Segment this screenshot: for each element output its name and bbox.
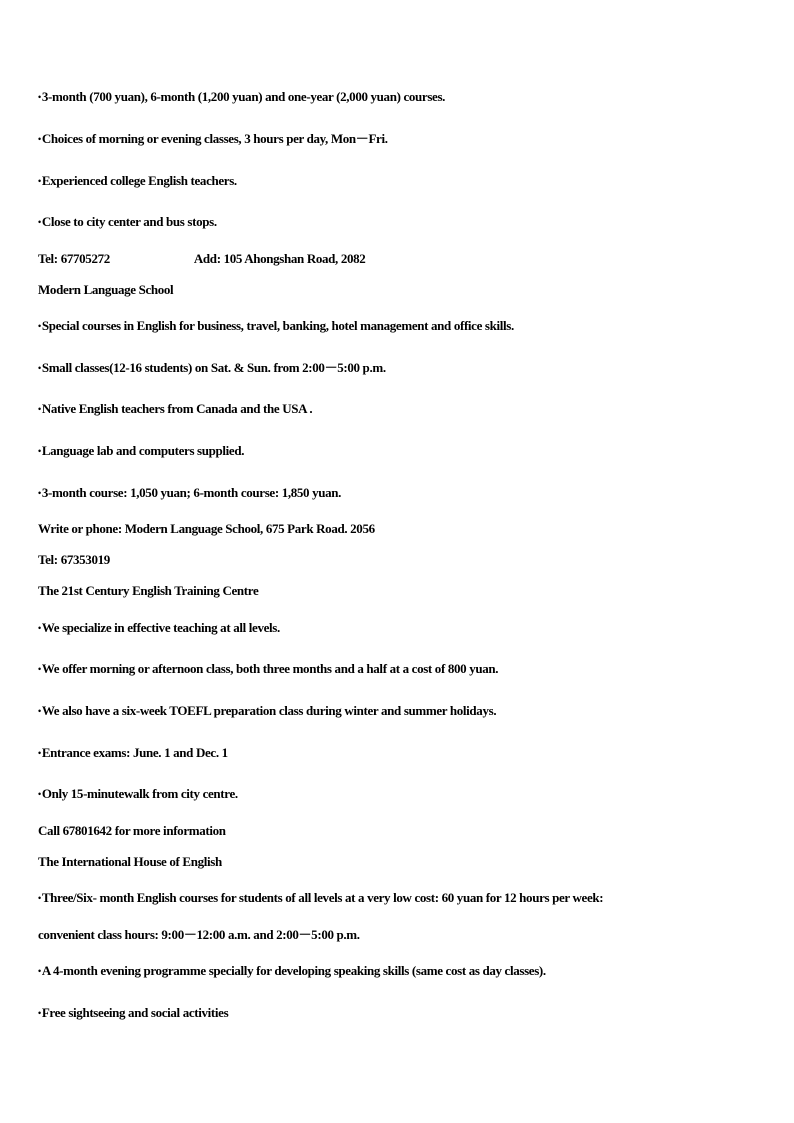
list-item: •Entrance exams: June. 1 and Dec. 1 [38, 745, 228, 760]
ad-title: Modern Language School [38, 282, 174, 297]
bullet-icon: • [38, 623, 41, 633]
list-item: •Special courses in English for business, travel, banking, hotel management and office skills. [38, 318, 514, 333]
bullet-icon: • [38, 404, 41, 414]
list-item: •We specialize in effective teaching at all levels. [38, 620, 280, 635]
bullet-icon: • [38, 176, 41, 186]
bullet-icon: • [38, 789, 41, 799]
bullet-icon: • [38, 134, 41, 144]
list-item: •Three/Six- month English courses for students of all levels at a very low cost: 60 yuan for 12 hours per week: [38, 890, 604, 905]
bullet-icon: • [38, 893, 41, 903]
list-item: •We also have a six-week TOEFL preparation class during winter and summer holidays. [38, 703, 497, 718]
bullet-icon: • [38, 966, 41, 976]
list-item-continuation: convenient class hours: 9:00－12:00 a.m. and 2:00－5:00 p.m. [38, 927, 360, 942]
tel-text: Tel: 67353019 [38, 552, 110, 567]
list-item: •Native English teachers from Canada and the USA . [38, 401, 313, 416]
list-item: •Only 15-minutewalk from city centre. [38, 786, 238, 801]
list-item: •A 4-month evening programme specially for developing speaking skills (same cost as day classes). [38, 963, 546, 978]
list-item: •Language lab and computers supplied. [38, 443, 245, 458]
bullet-icon: • [38, 1008, 41, 1018]
bullet-icon: • [38, 488, 41, 498]
address-text: Add: 105 Ahongshan Road, 2082 [193, 251, 366, 266]
bullet-icon: • [38, 446, 41, 456]
list-item: •3-month (700 yuan), 6-month (1,200 yuan) and one-year (2,000 yuan) courses. [38, 89, 446, 104]
bullet-icon: • [38, 363, 41, 373]
contact-line [38, 251, 365, 267]
contact-line: Write or phone: Modern Language School, 675 Park Road. 2056 [38, 521, 375, 536]
list-item: •Free sightseeing and social activities [38, 1005, 229, 1020]
list-item: •3-month course: 1,050 yuan; 6-month course: 1,850 yuan. [38, 485, 342, 500]
list-item: •Choices of morning or evening classes, 3 hours per day, Mon－Fri. [38, 131, 388, 146]
list-item: •Experienced college English teachers. [38, 173, 237, 188]
tel-text: Tel: 67705272 [38, 251, 110, 266]
contact-line: Call 67801642 for more information [38, 823, 226, 838]
list-item: •Small classes(12-16 students) on Sat. & Sun. from 2:00－5:00 p.m. [38, 360, 386, 375]
list-item: •We offer morning or afternoon class, both three months and a half at a cost of 800 yuan. [38, 661, 499, 676]
bullet-icon: • [38, 321, 41, 331]
ad-title: The International House of English [38, 854, 222, 869]
bullet-icon: • [38, 664, 41, 674]
bullet-icon: • [38, 92, 41, 102]
bullet-icon: • [38, 748, 41, 758]
bullet-icon: • [38, 706, 41, 716]
ad-title: The 21st Century English Training Centre [38, 583, 259, 598]
list-item: •Close to city center and bus stops. [38, 214, 217, 229]
bullet-icon: • [38, 217, 41, 227]
